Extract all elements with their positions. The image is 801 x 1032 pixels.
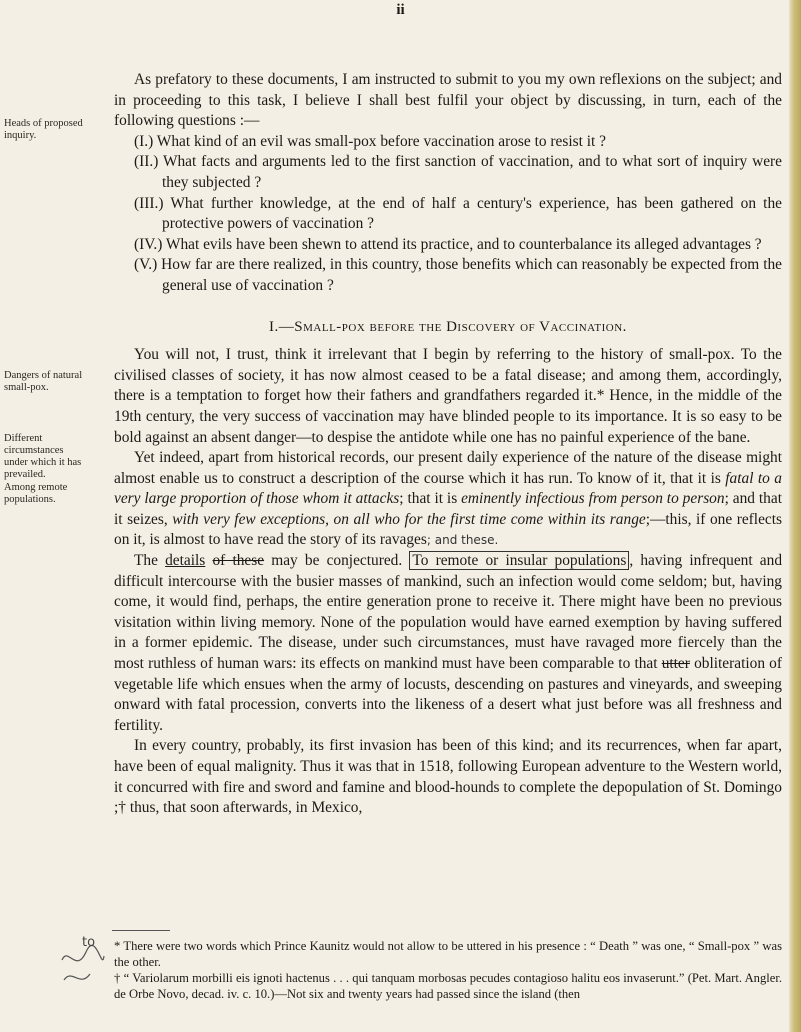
footnote-item: † “ Variolarum morbilli eis ignoti hactenus . . . qui tanquam morbosas pecudes contagioso halitu eos invaserunt.” (Pet. Mart. Angler. de Orbe Novo, decad. iv. c. 10.)—Not six and twenty years had passed since the island (then — [114, 971, 782, 1001]
para2-mid2: ; and that it seizes, — [114, 490, 782, 528]
page-number: ii — [396, 2, 405, 18]
footnotes — [114, 938, 782, 1002]
page-edge — [789, 0, 801, 1032]
section-heading: I.—Small-pox before the Discovery of Vaccination. — [269, 318, 627, 335]
para3-rest: may be conjectured. — [264, 552, 410, 570]
footnote-item: * There were two words which Prince Kaunitz would not allow to be uttered in his presence : “ Death ” was one, “ Small-pox ” was the other. — [114, 939, 782, 969]
question-item: (II.) What facts and arguments led to the first sanction of vaccination, and to what sort of inquiry were they subjected ? — [134, 153, 782, 191]
question-list — [134, 132, 782, 297]
pencil-dot: . — [494, 533, 499, 548]
para3-details: details — [165, 552, 206, 570]
margin-note-different: Different circumstances under which it has prevailed. — [4, 433, 82, 480]
boxed-text: To remote or insular populations — [409, 551, 629, 570]
intro-paragraph: As prefatory to these documents, I am instructed to submit to you my own reflexions on the subject; and in proceeding to this task, I believe I shall best fulfil your object by discussing, in turn, each of the following questions :— — [114, 71, 782, 130]
paragraph-history: You will not, I trust, think it irrelevant that I begin by referring to the history of small-pox. To the civilised classes of society, it has now almost ceased to be a fatal disease; and among them, accordingly, there is a temptation to forget how their fathers and grandfathers regarded it.* Hence, in the middle of the 19th century, the very success of vaccination may have blinded people to its importance. It is so easy to be bold against an absent danger—to despise the antidote while one has no painful experience of the bane. — [114, 346, 782, 446]
scribble-icon — [58, 932, 108, 992]
paragraph-invasion: In every country, probably, its first invasion has been of this kind; and its recurrences, when far apart, have been of equal malignity. Thus it was that in 1518, following European adventure to the Western world, it concurred with fire and sword and famine and blood-hounds to complete the depopulation of St. Domingo ;† thus, that soon afterwards, in Mexico, — [114, 737, 782, 817]
main-text — [114, 70, 782, 819]
margin-note-remote: Among remote populations. — [4, 482, 68, 505]
para2-em2: eminently infectious from person to person — [461, 490, 725, 508]
para2-em3: with very few exceptions, on all who for the first time come within its range — [172, 510, 646, 528]
paragraph-remote — [114, 551, 782, 736]
struck-text: of these — [212, 552, 265, 570]
footnote-rule — [112, 930, 170, 931]
question-item: (IV.) What evils have been shewn to attend its practice, and to counterbalance its alleged advantages ? — [134, 235, 762, 253]
para2-mid1: ; that it is — [399, 490, 462, 508]
scribble-text: to — [82, 935, 96, 950]
para3-the-word: The — [134, 552, 158, 570]
margin-note-dangers: Dangers of natural small-pox. — [4, 370, 83, 393]
question-item: (V.) How far are there realized, in this country, those benefits which can reasonably be expected from the general use of vaccination ? — [134, 256, 782, 294]
pencil-scribble — [58, 932, 108, 997]
question-item: (I.) What kind of an evil was small-pox before vaccination arose to resist it ? — [134, 132, 606, 150]
pencil-insert: ; and these — [426, 533, 495, 548]
question-item: (III.) What further knowledge, at the end of half a century's experience, has been gathered on the protective powers of vaccination ? — [134, 194, 782, 233]
para3-end2: obliteration of vegetable life which ensues when the army of locusts, descending on pastures and vineyards, and sweeping onward with fatal procession, converts into the likeness of a desert what just before was all freshness and fertility. — [114, 655, 782, 734]
para2-em1: fatal to a very large proportion of those whom it attacks — [114, 469, 782, 508]
para3-end: , having infrequent and difficult intercourse with the busier masses of mankind, such an infection would come seldom; but, having come, it would find, perhaps, the entire generation prone to receive it. There might have been no previous visitation within living memory. None of the population would have earned exemption by having suffered in a former epidemic. The disease, under such circumstances, must have ravaged more fiercely than the most ruthless of human wars: its effects on mankind must have been comparable to that — [114, 552, 783, 673]
para2-end: ;—this, if one reflects on it, is almost to have read the story of its ravages — [114, 510, 782, 549]
paragraph-dangers — [114, 448, 782, 551]
margin-note-heads: Heads of proposed inquiry. — [4, 118, 83, 141]
para2-start: Yet indeed, apart from historical records, our present daily experience of the nature of the disease might almost enable us to construct a description of the course which it has run. To know of it, that it is — [114, 449, 782, 487]
struck-utter: utter — [661, 655, 690, 673]
